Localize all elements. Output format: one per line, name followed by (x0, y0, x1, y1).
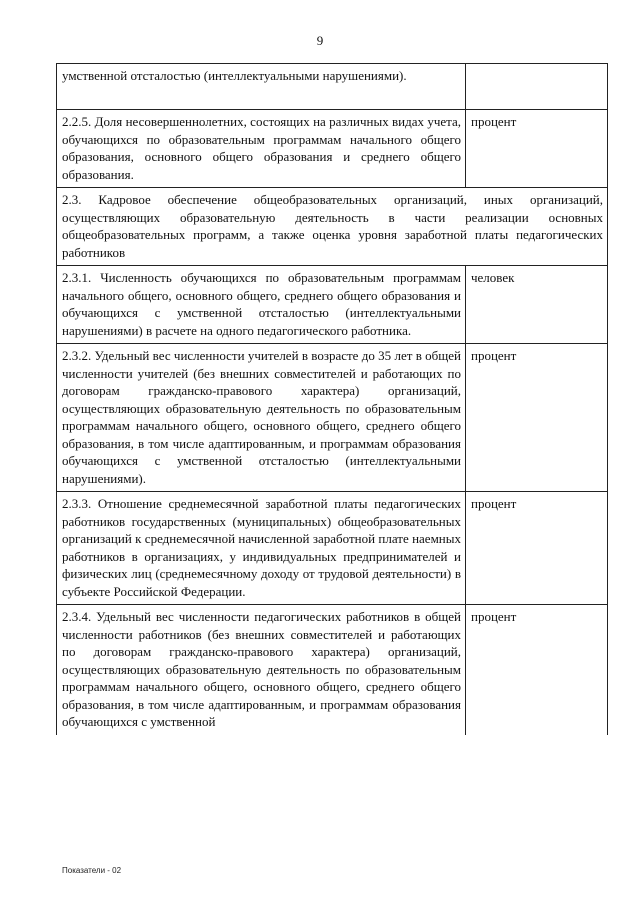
table-row (57, 110, 608, 188)
table-row (57, 266, 608, 344)
indicator-unit: процент (466, 110, 608, 188)
indicator-description: 2.3.1. Численность обучающихся по образовательным программам начального общего, основного общего, среднего общего образования и обучающихся с умственной отсталостью (интеллектуальными нарушениями) в расчете на одного педагогического работника. (57, 266, 466, 344)
indicator-unit: процент (466, 492, 608, 605)
indicator-description: 2.3.2. Удельный вес численности учителей в возрасте до 35 лет в общей численности учителей (без внешних совместителей и работающих по договорам гражданско-правового характера) организаций, осуществляющих образовательную деятельность по образовательным программам начального общего, основного общего, среднего общего образования, в том числе адаптированным, и программам образования обучающихся с умственной отсталостью (интеллектуальными нарушениями). (57, 344, 466, 492)
indicator-unit: процент (466, 605, 608, 735)
indicator-unit (466, 64, 608, 110)
section-row (57, 188, 608, 266)
table-row (57, 492, 608, 605)
indicator-unit: процент (466, 344, 608, 492)
indicator-unit: человек (466, 266, 608, 344)
table-row (57, 64, 608, 110)
indicator-description: 2.3.3. Отношение среднемесячной заработной платы педагогических работников государственных (муниципальных) общеобразовательных организаций к среднемесячной начисленной заработной плате наемных работников в организациях, у индивидуальных предпринимателей и физических лиц (среднемесячному доходу от трудовой деятельности) в субъекте Российской Федерации. (57, 492, 466, 605)
page-footer: Показатели - 02 (62, 866, 122, 875)
section-heading: 2.3. Кадровое обеспечение общеобразовательных организаций, иных организаций, осуществляющих образовательную деятельность в части реализации основных общеобразовательных программ, а также оценка уровня заработной платы педагогических работников (57, 188, 608, 266)
indicator-description: 2.2.5. Доля несовершеннолетних, состоящих на различных видах учета, обучающихся по образовательным программам начального общего образования, основного общего образования и среднего общего образования. (57, 110, 466, 188)
indicators-table (56, 63, 608, 735)
indicator-description: умственной отсталостью (интеллектуальными нарушениями). (57, 64, 466, 110)
table-row (57, 605, 608, 735)
indicator-description: 2.3.4. Удельный вес численности педагогических работников в общей численности работников (без внешних совместителей и работающих по договорам гражданско-правового характера) организаций, осуществляющих образовательную деятельность по образовательным программам начального общего, основного общего, среднего общего образования, в том числе адаптированным, и программам образования обучающихся с умственной (57, 605, 466, 735)
table-row (57, 344, 608, 492)
page-number: 9 (316, 33, 324, 48)
